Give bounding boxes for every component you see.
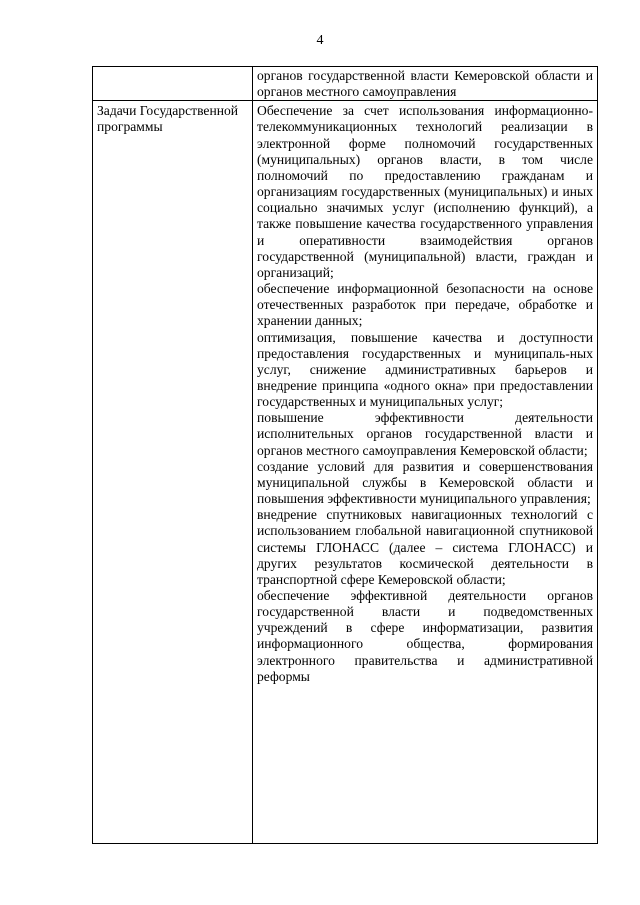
task-item: обеспечение эффективной деятельности органов государственной власти и подведомственных учреждений в сфере информатизации, развития информационного общества, формирования электронного правительства и административной реформы: [257, 588, 593, 684]
tasks-text-cell: [253, 101, 598, 844]
task-item: Обеспечение за счет использования информационно-телекоммуникационных технологий реализации в электронной форме полномочий государственных (муниципальных) органов власти, в том числе полномочий по предоставлению гражданам и организациям государственных (муниципальных) и иных социально значимых услуг (исполнению функций), а также повышение качества государственного управления и оперативности взаимодействия органов государственной (муниципальной) власти, граждан и организаций;: [257, 103, 593, 280]
task-item: повышение эффективности деятельности исполнительных органов государственной власти и органов местного самоуправления Кемеровской области;: [257, 410, 593, 458]
continued-text-cell: [253, 67, 598, 101]
table-row-tasks: [93, 101, 598, 844]
continued-label-cell: [93, 67, 253, 101]
page-number: 4: [316, 33, 324, 48]
continued-paragraph: органов государственной власти Кемеровской области и органов местного самоуправления: [257, 68, 593, 100]
task-item: оптимизация, повышение качества и доступности предоставления государственных и муниципаль-ных услуг, снижение административных барьеров и внедрение принципа «одного окна» при предоставлении государственных и муниципальных услуг;: [257, 329, 593, 410]
task-item: создание условий для развития и совершенствования муниципальной службы в Кемеровской области и повышения эффективности муниципального управления;: [257, 458, 593, 507]
tasks-label-cell: Задачи Государственной программы: [93, 101, 253, 844]
program-passport-table: [92, 66, 598, 844]
task-item: обеспечение информационной безопасности на основе отечественных разработок при передаче, обработке и хранении данных;: [257, 281, 593, 329]
table-row-continued: [93, 67, 598, 101]
task-item: внедрение спутниковых навигационных технологий с использованием глобальной навигационной спутниковой системы ГЛОНАСС (далее – система ГЛОНАСС) и других результатов космической деятельности в транспортной сфере Кемеровской области;: [257, 507, 593, 587]
